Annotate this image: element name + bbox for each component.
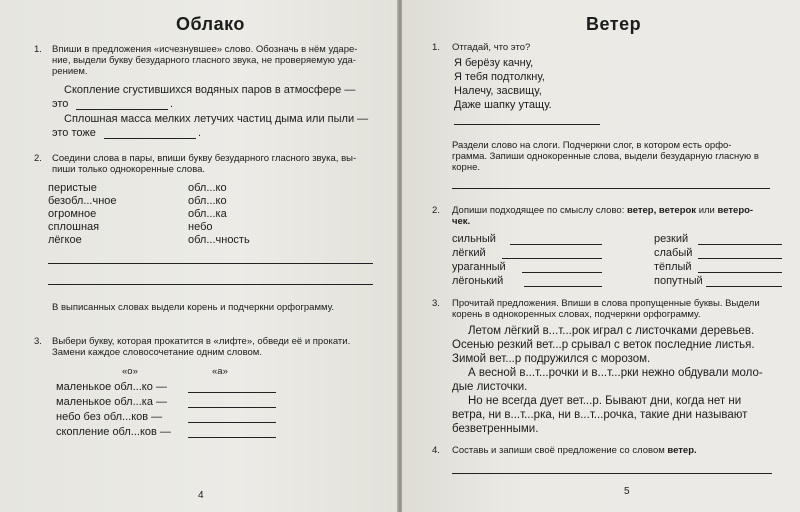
text-line: ветра, ни в...т...рка, ни в...т...рочка, такие дни называют (452, 409, 748, 421)
poem-line: Налечу, засвищу, (454, 85, 542, 97)
text-line: Но не всегда дует вет...р. Бывают дни, когда нет ни (468, 395, 742, 407)
task-text: пиши только однокоренные слова. (52, 164, 206, 175)
task-number: 3. (432, 298, 440, 309)
key-word: ветер, (626, 205, 657, 216)
word-left: огромное (48, 208, 97, 220)
answer-line[interactable] (76, 109, 168, 110)
task-text: Отгадай, что это? (452, 42, 531, 53)
answer-line[interactable] (188, 422, 276, 423)
right-page (402, 0, 800, 512)
task-text: корень в однокоренных словах, подчеркни орфограмму. (452, 309, 701, 320)
word-left: лёгкое (48, 234, 82, 246)
task-number: 3. (34, 336, 42, 347)
poem-line: Я берёзу качну, (454, 57, 534, 69)
page-title: Облако (176, 14, 245, 34)
task-text-part: Составь и запиши своё предложение со словом (452, 445, 665, 456)
left-page (0, 0, 398, 512)
answer-line[interactable] (452, 473, 772, 474)
word-right: небо (188, 221, 213, 233)
phrase: небо без обл...ков — (56, 411, 163, 423)
word-right: обл...ко (188, 195, 227, 207)
task-text: грамма. Запиши однокоренные слова, выдели безударную гласную в (452, 151, 759, 162)
word-right: обл...ко (188, 182, 227, 194)
task-number: 2. (34, 153, 42, 164)
answer-line[interactable] (510, 244, 602, 245)
page-title: Ветер (586, 14, 642, 34)
answer-line[interactable] (524, 286, 602, 287)
answer-line[interactable] (48, 284, 373, 285)
key-word: чек. (452, 216, 471, 227)
key-word: ветеро- (717, 205, 754, 216)
task-text: Соедини слова в пары, впиши букву безударного гласного звука, вы- (52, 153, 357, 164)
answer-line[interactable] (452, 188, 770, 189)
adjective: сильный (452, 233, 496, 245)
task-text: Прочитай предложения. Впиши в слова пропущенные буквы. Выдели (452, 298, 760, 309)
answer-line[interactable] (188, 437, 276, 438)
key-word: ветерок (658, 205, 697, 216)
task-note: В выписанных словах выдели корень и подчеркни орфограмму. (52, 302, 335, 313)
answer-line[interactable] (188, 392, 276, 393)
adjective: ураганный (452, 261, 506, 273)
task-text (452, 445, 697, 456)
task-text: рением. (52, 66, 88, 77)
answer-line[interactable] (522, 272, 602, 273)
task-text: Раздели слово на слоги. Подчеркни слог, в котором есть орфо- (452, 140, 732, 151)
word-left: безобл...чное (48, 195, 117, 207)
answer-line[interactable] (698, 272, 782, 273)
word-left: сплошная (48, 221, 100, 233)
task-number: 1. (34, 44, 42, 55)
task-text-part: или (698, 205, 715, 216)
task-text: Замени каждое словосочетание одним словом. (52, 347, 262, 358)
period: . (170, 98, 174, 110)
task-text: Впиши в предложения «исчезнувшее» слово. Обозначь в нём ударе- (52, 44, 358, 55)
task-number: 1. (432, 42, 440, 53)
sentence: это (52, 98, 69, 110)
task-text: ние, выдели букву безударного гласного звука, не проверяемую уда- (52, 55, 356, 66)
text-line: Летом лёгкий в...т...рок играл с листочками деревьев. (468, 325, 755, 337)
sentence: это тоже (52, 127, 96, 139)
adjective: попутный (654, 275, 703, 287)
sentence: Сплошная масса мелких летучих частиц дыма или пыли — (64, 113, 369, 125)
task-number: 2. (432, 205, 440, 216)
key-word: ветер. (667, 445, 697, 456)
page-number: 5 (624, 486, 630, 497)
text-line: безветренными. (452, 423, 539, 435)
phrase: скопление обл...ков — (56, 426, 171, 438)
answer-line[interactable] (698, 244, 782, 245)
answer-line[interactable] (706, 286, 782, 287)
task-text-part: Допиши подходящее по смыслу слово: (452, 205, 625, 216)
adjective: лёгонький (452, 275, 504, 287)
column-label: «о» (122, 366, 138, 377)
word-right: обл...чность (188, 234, 250, 246)
answer-line[interactable] (188, 407, 276, 408)
answer-line[interactable] (48, 263, 373, 264)
answer-line[interactable] (454, 124, 600, 125)
word-right: обл...ка (188, 208, 227, 220)
task-text: корне. (452, 162, 480, 173)
page-number: 4 (198, 490, 204, 501)
adjective: резкий (654, 233, 689, 245)
poem-line: Даже шапку утащу. (454, 99, 552, 111)
answer-line[interactable] (698, 258, 782, 259)
text-line: Зимой вет...р подружился с морозом. (452, 353, 651, 365)
adjective: слабый (654, 247, 693, 259)
task-text: Выбери букву, которая прокатится в «лифте», обведи её и прокати. (52, 336, 351, 347)
task-number: 4. (432, 445, 440, 456)
phrase: маленькое обл...ка — (56, 396, 167, 408)
poem-line: Я тебя подтолкну, (454, 71, 545, 83)
task-text (452, 216, 470, 227)
period: . (198, 127, 202, 139)
text-line: Осенью резкий вет...р срывал с веток последние листья. (452, 339, 755, 351)
adjective: лёгкий (452, 247, 486, 259)
answer-line[interactable] (502, 258, 602, 259)
adjective: тёплый (654, 261, 692, 273)
text-line: А весной в...т...рочки и в...т...рки нежно обдували моло- (468, 367, 763, 379)
text-line: дые листочки. (452, 381, 528, 393)
answer-line[interactable] (104, 138, 196, 139)
column-label: «а» (212, 366, 228, 377)
task-text (452, 205, 753, 216)
phrase: маленькое обл...ко — (56, 381, 167, 393)
sentence: Скопление сгустившихся водяных паров в атмосфере — (64, 84, 356, 96)
word-left: перистые (48, 182, 97, 194)
